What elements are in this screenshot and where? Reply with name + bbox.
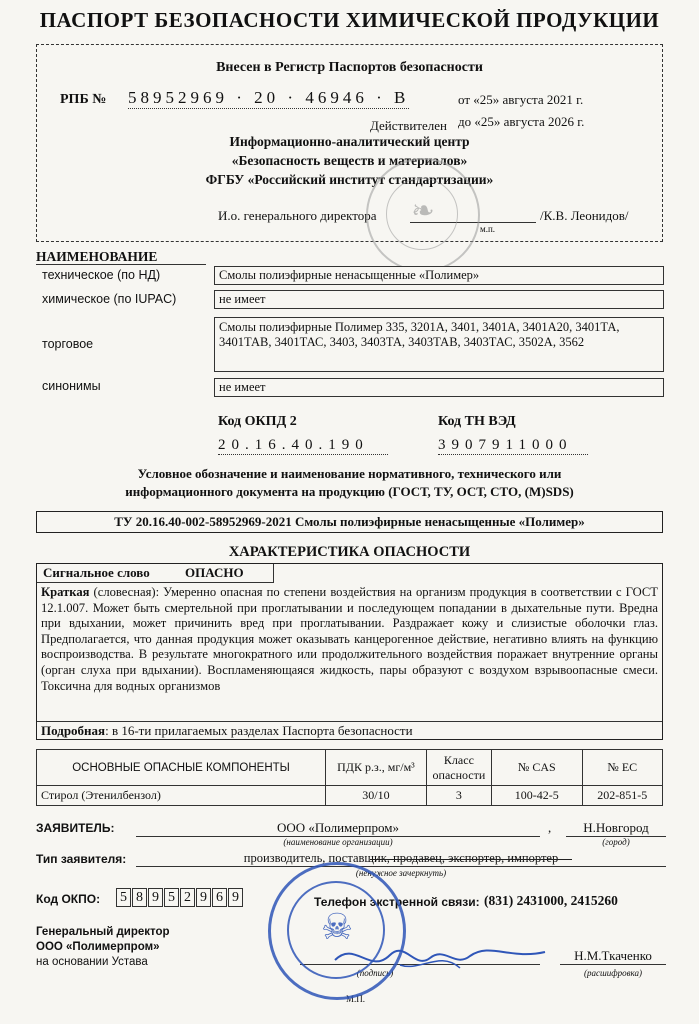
component-pdk: 30/10 xyxy=(326,786,427,806)
signer-title-2: ООО «Полимерпром» xyxy=(36,941,160,953)
okpo-digits xyxy=(116,888,244,907)
synonyms-field: не имеет xyxy=(214,378,664,397)
okpo-digit: 5 xyxy=(164,888,179,907)
applicant-comma: , xyxy=(548,820,552,835)
document-title: ПАСПОРТ БЕЗОПАСНОСТИ ХИМИЧЕСКОЙ ПРОДУКЦИИ xyxy=(39,8,660,32)
registry-valid-label: Действителен xyxy=(370,118,447,133)
signer-name: Н.М.Ткаченко xyxy=(560,948,666,965)
brief-label: Краткая xyxy=(41,585,90,599)
okpd-label: Код ОКПД 2 xyxy=(218,414,297,429)
components-header-ec: № ЕС xyxy=(582,750,662,786)
registry-org-line1: Информационно-аналитический центр xyxy=(229,134,470,149)
detailed-label: Подробная xyxy=(41,723,106,738)
rpb-label: РПБ № xyxy=(60,92,107,107)
signer-hint: (расшифровка) xyxy=(583,968,643,978)
okpo-digit: 9 xyxy=(148,888,163,907)
okpd-value: 20.16.40.190 xyxy=(218,437,388,455)
component-ec: 202-851-5 xyxy=(582,786,662,806)
applicant-type-label: Тип заявителя: xyxy=(36,852,127,866)
components-header-pdk: ПДК р.з., мг/м³ xyxy=(326,750,427,786)
tnved-label: Код ТН ВЭД xyxy=(438,414,516,429)
okpo-digit: 9 xyxy=(196,888,211,907)
brief-text: Умеренно опасная по степени воздействия на организм продукция в соответствии с ГОСТ 12.1.007. Может быть смертельной при проглатывании и последующем попадании в дыхательные пути. Вредна при вдыхании, может причинить вред при проглатывании. Раздражает кожу и слизистые оболочки глаз. Предполагается, что данная продукция может оказывать канцерогенное действие, негативно влиять на функцию воспроизводства. В результате многократного или продолжительного воздействия поражает внутренние органы (орган слуха при вдыхании). Воспламеняющаяся жидкость, пары образуют с воздухом взрывоопасные смеси. Токсична для водных организмов xyxy=(41,585,658,693)
applicant-name-hint: (наименование организации) xyxy=(283,837,393,847)
table-row xyxy=(37,786,663,806)
hazard-heading: ХАРАКТЕРИСТИКА ОПАСНОСТИ xyxy=(228,544,471,560)
hazard-box xyxy=(36,563,663,740)
synonyms-label: синонимы xyxy=(42,379,101,393)
applicant-city-hint: (город) xyxy=(602,837,630,847)
registry-mp: м.п. xyxy=(480,224,496,234)
registry-heading: Внесен в Регистр Паспортов безопасности xyxy=(216,60,483,75)
technical-name-label: техническое (по НД) xyxy=(42,268,161,282)
chemical-name-label: химическое (по IUPAC) xyxy=(42,292,177,306)
applicant-label: ЗАЯВИТЕЛЬ: xyxy=(36,821,115,835)
components-header-name: ОСНОВНЫЕ ОПАСНЫЕ КОМПОНЕНТЫ xyxy=(37,750,326,786)
components-header-cas: № CAS xyxy=(491,750,582,786)
okpo-digit: 5 xyxy=(116,888,131,907)
okpo-digit: 6 xyxy=(212,888,227,907)
eagle-emblem-icon: ❧ xyxy=(411,196,435,227)
phone-value: (831) 2431000, 2415260 xyxy=(484,893,618,908)
components-header-row xyxy=(37,750,663,786)
okpo-digit: 9 xyxy=(228,888,243,907)
registry-org-line3: ФГБУ «Российский институт стандартизации» xyxy=(205,172,494,187)
trade-name-field: Смолы полиэфирные Полимер 335, 3201А, 3401, 3401А, 3401А20, 3401ТА, 3401ТАВ, 3401ТАС, 3403, 3403ТА, 3403ТАВ, 3403ТАС, 3502А, 3562 xyxy=(214,317,664,372)
naming-underline xyxy=(36,264,206,265)
naming-heading: НАИМЕНОВАНИЕ xyxy=(36,249,158,264)
normative-value: ТУ 20.16.40-002-58952969-2021 Смолы полиэфирные ненасыщенные «Полимер» xyxy=(36,511,663,533)
applicant-type-hint: (ненужное зачеркнуть) xyxy=(355,868,447,878)
applicant-name: ООО «Полимерпром» xyxy=(136,820,540,837)
okpo-digit: 2 xyxy=(180,888,195,907)
handwritten-signature xyxy=(330,930,550,980)
signal-word-label: Сигнальное слово xyxy=(43,565,150,580)
signature-hint: (подпись) xyxy=(356,968,394,978)
signer-title-3: на основании Устава xyxy=(36,956,148,968)
okpo-digit: 8 xyxy=(132,888,147,907)
trade-name-label: торговое xyxy=(42,337,94,351)
phone-label: Телефон экстренной связи: xyxy=(314,895,480,909)
tnved-value: 3907911000 xyxy=(438,437,588,455)
signal-word-cell xyxy=(37,564,274,583)
components-header-class: Класс опасности xyxy=(426,750,491,786)
rpb-number: 58952969 · 20 · 46946 · В xyxy=(128,88,410,107)
applicant-type-value: производитель, поставщик, продавец, экспортер, импортер xyxy=(136,851,666,867)
normative-heading-2: информационного документа на продукцию (ГОСТ, ТУ, ОСТ, СТО, (М)SDS) xyxy=(125,484,574,499)
detailed-hazard-row xyxy=(37,721,662,741)
okpo-label: Код ОКПО: xyxy=(36,892,101,906)
applicant-mp: М.П. xyxy=(346,994,366,1004)
brief-hazard-text xyxy=(41,585,658,694)
registry-org-line2: «Безопасность веществ и материалов» xyxy=(231,153,468,168)
signer-title-1: Генеральный директор xyxy=(36,926,170,938)
applicant-type-strike xyxy=(370,859,572,860)
registry-to-date: до «25» августа 2026 г. xyxy=(458,114,585,129)
component-name: Стирол (Этенилбензол) xyxy=(37,786,326,806)
normative-heading-1: Условное обозначение и наименование нормативного, технического или xyxy=(137,466,562,481)
signal-word-value: ОПАСНО xyxy=(185,565,244,580)
registry-stamp xyxy=(366,158,480,272)
technical-name-field: Смолы полиэфирные ненасыщенные «Полимер» xyxy=(214,266,664,285)
component-cas: 100-42-5 xyxy=(491,786,582,806)
registry-director-name: /К.В. Леонидов/ xyxy=(540,208,629,223)
registry-director-label: И.о. генерального директора xyxy=(218,208,377,223)
applicant-city: Н.Новгород xyxy=(566,820,666,837)
brief-suffix: (словесная): xyxy=(89,585,164,599)
component-class: 3 xyxy=(426,786,491,806)
registry-from-date: от «25» августа 2021 г. xyxy=(458,92,584,107)
chemical-name-field: не имеет xyxy=(214,290,664,309)
company-logo-icon: ☠ xyxy=(320,907,354,947)
components-table xyxy=(36,749,663,806)
detailed-text: : в 16-ти прилагаемых разделах Паспорта безопасности xyxy=(105,723,413,738)
